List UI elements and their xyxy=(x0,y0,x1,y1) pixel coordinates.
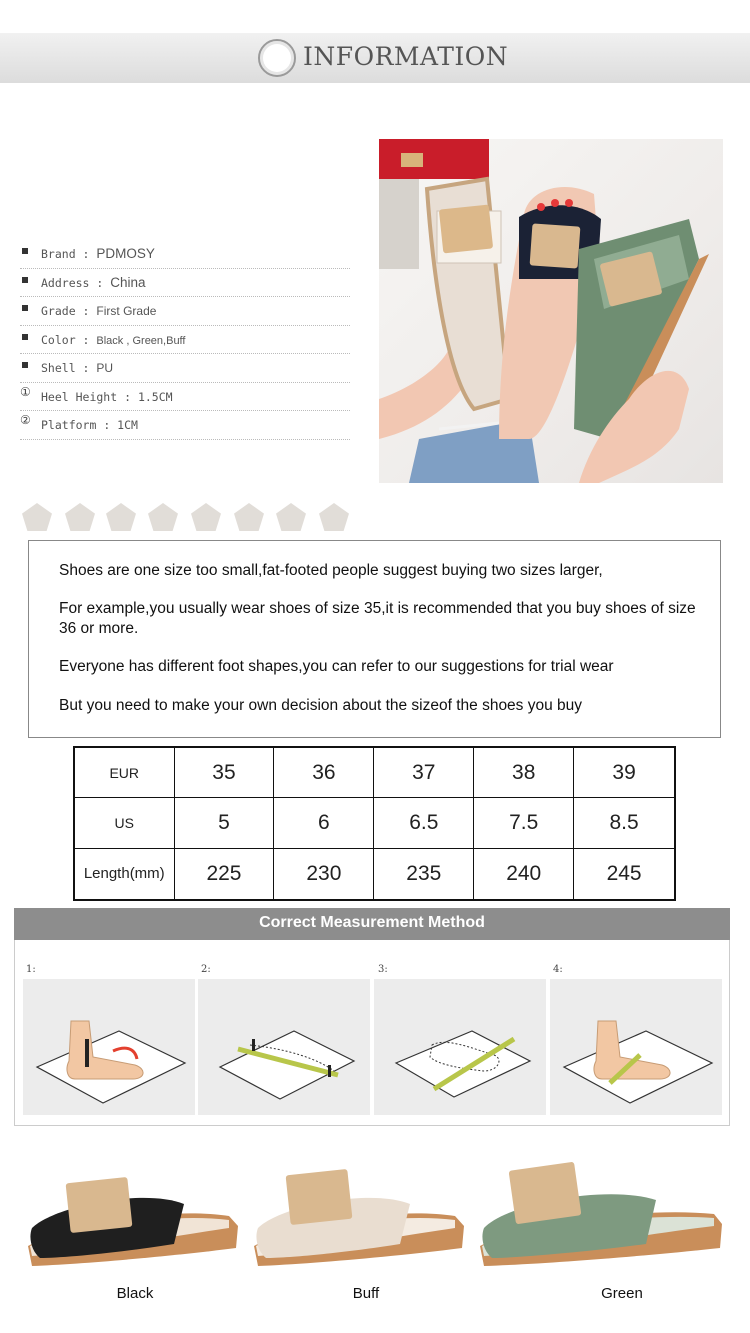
step-4-illustration xyxy=(550,979,722,1115)
spec-row-heel-height xyxy=(20,383,350,412)
spec-row-brand xyxy=(20,240,350,269)
pentagon-icon xyxy=(106,503,136,531)
step-3-illustration xyxy=(374,979,546,1115)
table-cell: 36 xyxy=(274,747,374,798)
step-number: 4: xyxy=(553,964,563,975)
pentagon-icon xyxy=(22,503,52,531)
spec-separator: : xyxy=(75,332,97,347)
bullet-icon xyxy=(22,305,28,311)
spec-key: Address xyxy=(41,275,90,290)
pentagon-icon xyxy=(234,503,264,531)
shoe-buff[interactable] xyxy=(250,1166,470,1280)
spec-key: Heel Height xyxy=(41,389,118,404)
spec-separator: : xyxy=(75,304,97,318)
pentagon-icon xyxy=(148,503,178,531)
table-cell: 245 xyxy=(574,848,675,900)
variant-label-black: Black xyxy=(116,1285,154,1302)
spec-row-shell xyxy=(20,354,350,383)
table-cell: 38 xyxy=(474,747,574,798)
shoe-green[interactable] xyxy=(476,1156,726,1280)
spec-separator: : xyxy=(75,247,97,261)
product-photo xyxy=(379,139,723,483)
spec-key: Shell xyxy=(41,361,76,375)
spec-value: 1.5CM xyxy=(137,389,173,404)
table-cell: 7.5 xyxy=(474,798,574,849)
step-1-illustration xyxy=(23,979,195,1115)
circled-number-1: ① xyxy=(20,384,31,399)
measurement-title: Correct Measurement Method xyxy=(259,914,485,931)
pentagon-icon xyxy=(276,503,306,531)
spec-row-grade xyxy=(20,297,350,326)
pentagon-icon xyxy=(191,503,221,531)
table-cell: 8.5 xyxy=(574,798,675,849)
spec-key: Color xyxy=(41,332,76,347)
spec-value: Black , Green,Buff xyxy=(96,334,186,347)
bullet-icon xyxy=(22,248,28,254)
step-number: 3: xyxy=(378,964,388,975)
product-photo-illustration xyxy=(379,139,723,483)
spec-list xyxy=(20,240,350,440)
step-2-illustration xyxy=(198,979,370,1115)
spec-key: Brand xyxy=(41,247,76,261)
spec-separator: : xyxy=(89,275,111,290)
notice-line: But you need to make your own decision about the sizeof the shoes you buy xyxy=(59,697,583,714)
step-number: 1: xyxy=(26,964,36,975)
page-title: INFORMATION xyxy=(303,42,509,71)
spec-row-address xyxy=(20,269,350,298)
spec-separator: : xyxy=(96,418,118,432)
circled-number-2: ② xyxy=(20,413,31,427)
table-cell: 235 xyxy=(374,848,474,900)
pentagon-decor xyxy=(22,503,362,533)
bullet-icon xyxy=(22,277,28,283)
pentagon-icon xyxy=(319,503,349,531)
spec-key: Grade xyxy=(41,304,76,318)
table-cell: 240 xyxy=(474,848,574,900)
notice-line: Shoes are one size too small,fat-footed people suggest buying two sizes larger, xyxy=(59,562,603,579)
notice-line: Everyone has different foot shapes,you can refer to our suggestions for trial wear xyxy=(59,658,614,675)
table-cell: 6.5 xyxy=(374,798,474,849)
spec-value: First Grade xyxy=(96,304,157,318)
spec-value: PU xyxy=(96,361,114,375)
variant-label-buff: Buff xyxy=(352,1285,380,1302)
row-header: EUR xyxy=(74,747,174,798)
table-cell: 35 xyxy=(174,747,274,798)
spec-key: Platform xyxy=(41,418,97,432)
variant-label-green: Green xyxy=(601,1285,643,1302)
table-cell: 230 xyxy=(274,848,374,900)
bullet-icon xyxy=(22,362,28,368)
spec-row-color xyxy=(20,326,350,355)
table-cell: 5 xyxy=(174,798,274,849)
header-circle-icon xyxy=(258,39,296,77)
spec-separator: : xyxy=(75,361,97,375)
table-row xyxy=(74,798,675,849)
row-header: Length(mm) xyxy=(74,848,174,900)
spec-separator: : xyxy=(117,389,138,404)
spec-value: PDMOSY xyxy=(96,246,155,261)
step-number: 2: xyxy=(201,964,211,975)
size-chart-table xyxy=(73,746,676,901)
table-cell: 225 xyxy=(174,848,274,900)
spec-value: 1CM xyxy=(117,418,138,432)
table-cell: 39 xyxy=(574,747,675,798)
table-row xyxy=(74,747,675,798)
pentagon-icon xyxy=(65,503,95,531)
spec-row-platform xyxy=(20,411,350,440)
notice-line: For example,you usually wear shoes of size 35,it is recommended that you buy shoes of size 36 or more. xyxy=(59,600,696,637)
size-notice-box xyxy=(28,540,721,738)
bullet-icon xyxy=(22,334,28,340)
table-row xyxy=(74,848,675,900)
table-cell: 37 xyxy=(374,747,474,798)
spec-value: China xyxy=(110,274,146,290)
shoe-black[interactable] xyxy=(24,1166,244,1280)
table-cell: 6 xyxy=(274,798,374,849)
row-header: US xyxy=(74,798,174,849)
